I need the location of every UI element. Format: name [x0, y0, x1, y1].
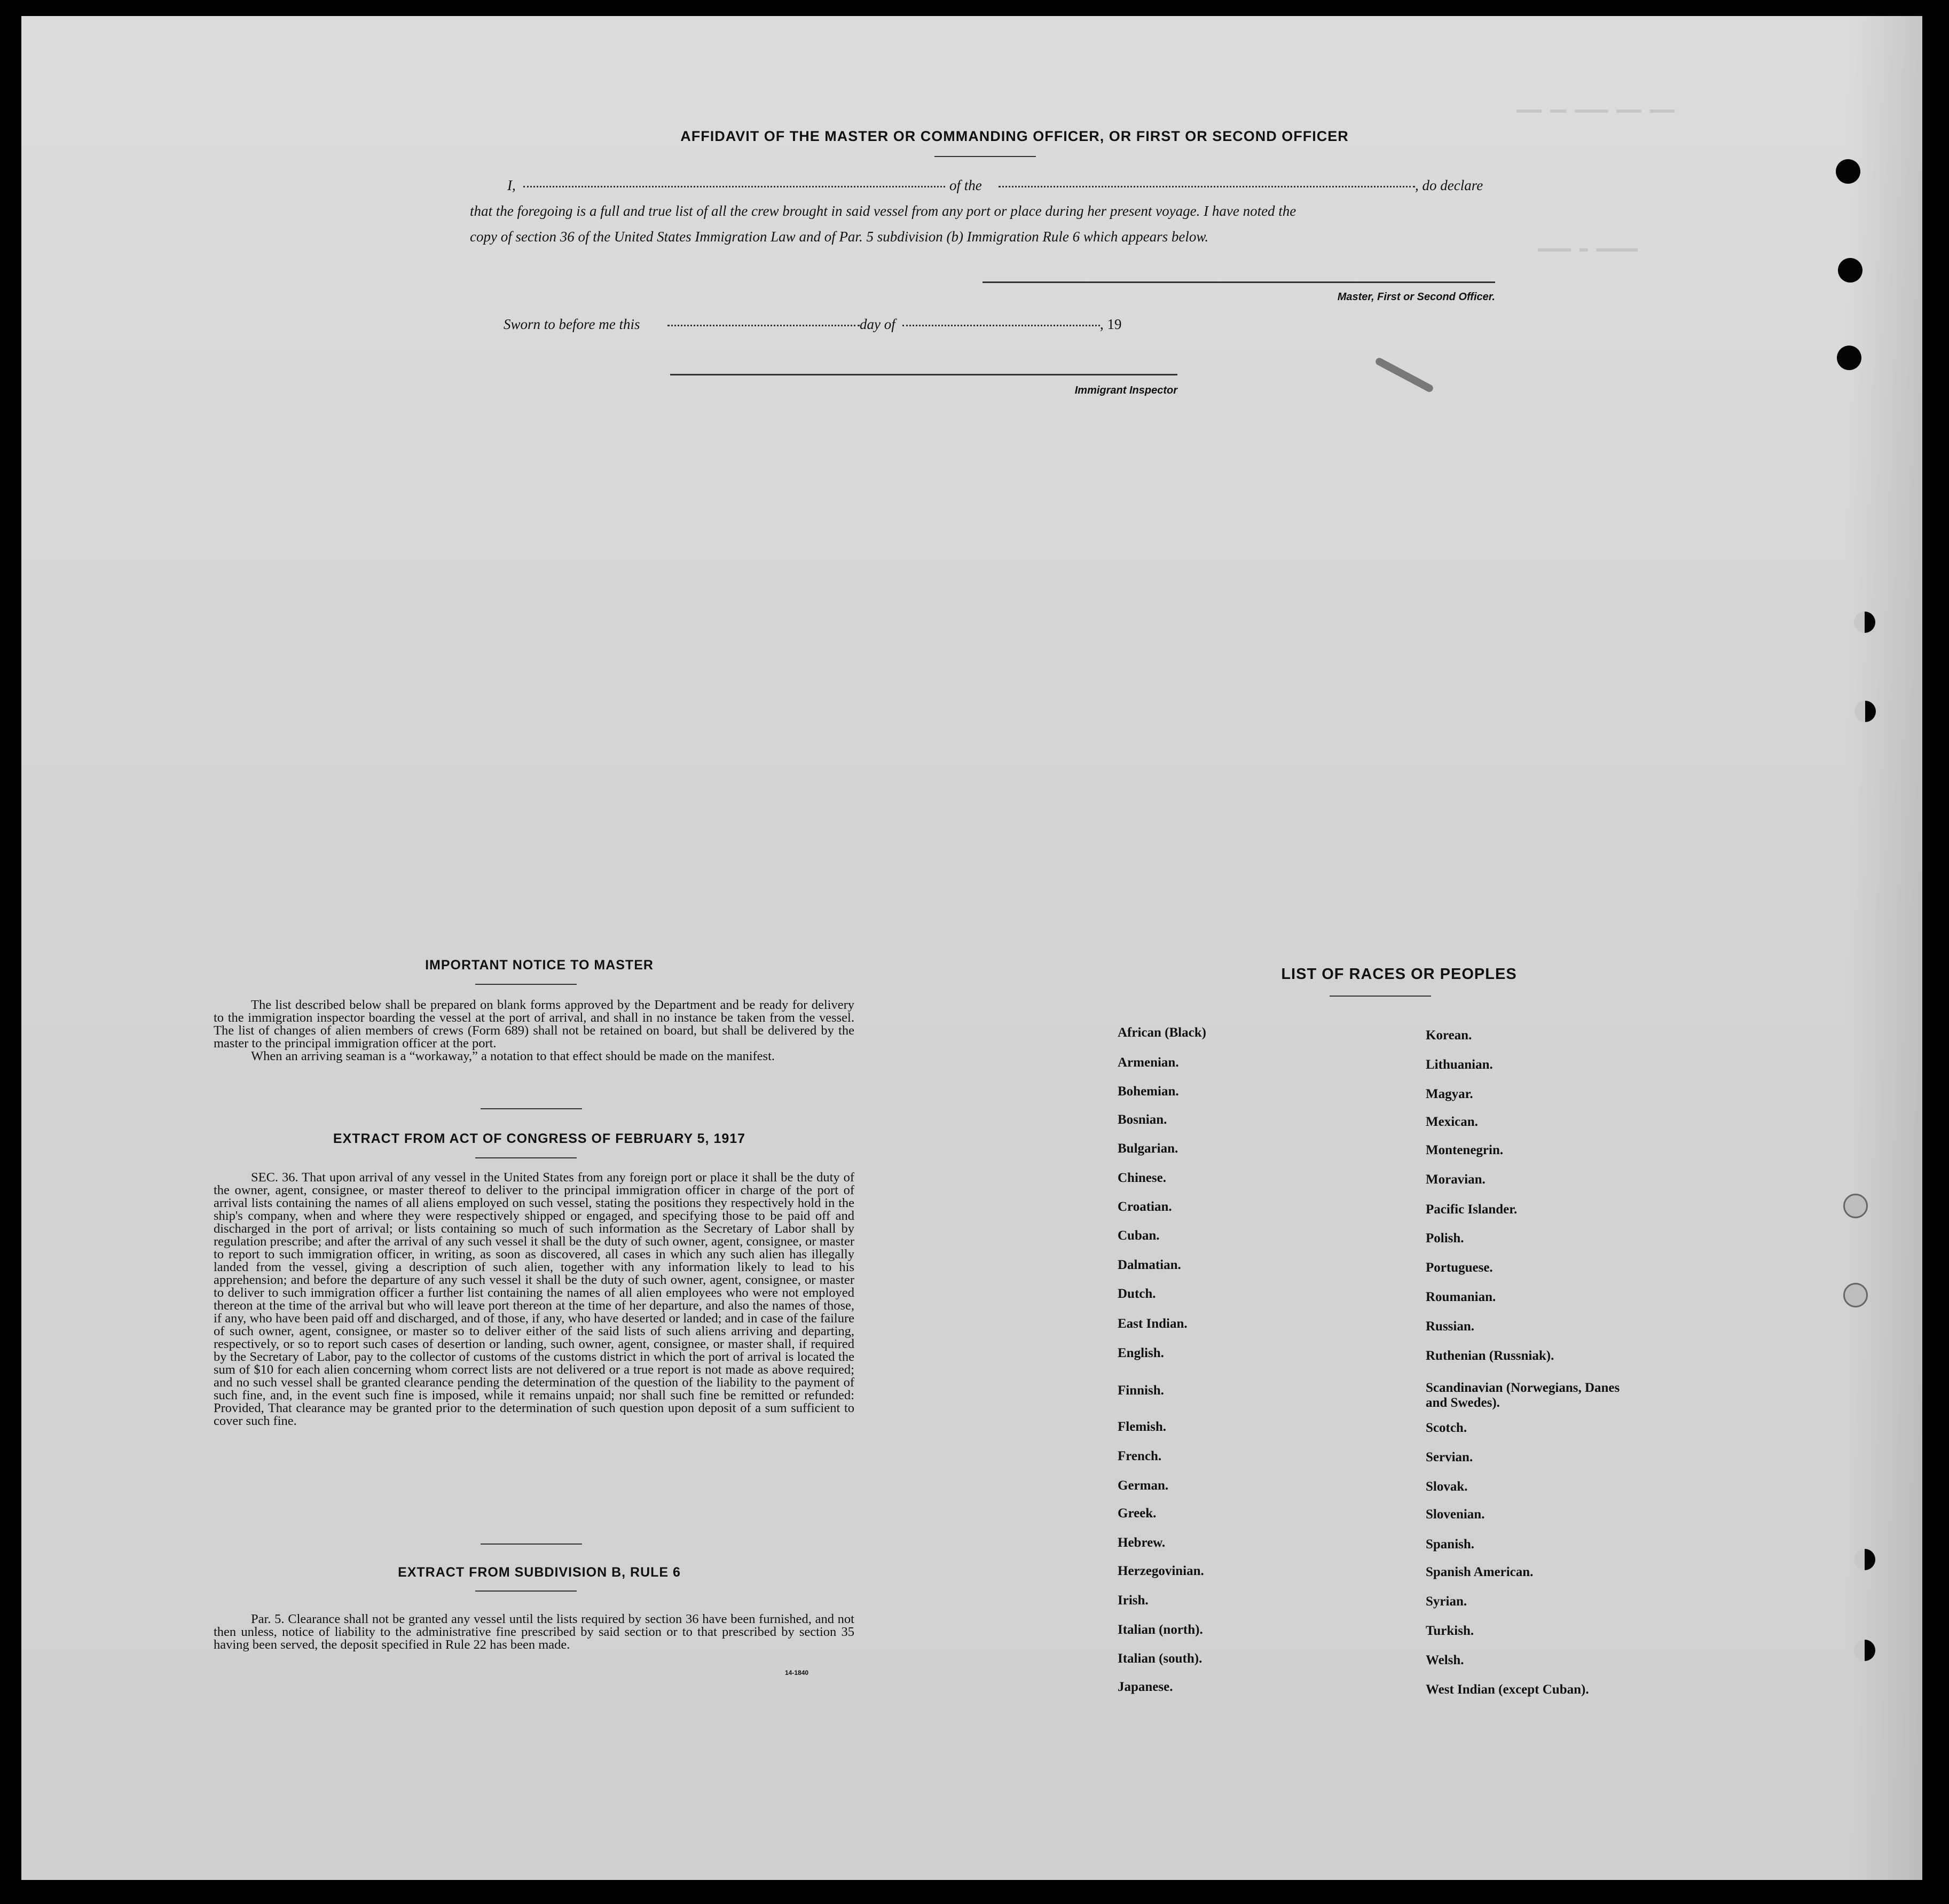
race-entry: Roumanian.	[1426, 1290, 1496, 1304]
race-entry: Turkish.	[1426, 1624, 1474, 1638]
divider	[1330, 996, 1431, 997]
sworn-day-field[interactable]	[667, 325, 860, 326]
inspector-label: Immigrant Inspector	[1074, 385, 1177, 396]
race-entry: Cuban.	[1118, 1228, 1160, 1243]
rule-paragraph: Par. 5. Clearance shall not be granted any vessel until the lists required by section 36 have been furnished, and not then unless, notice of liability to the administrative fine prescribed by said section or to that prescribed by section 35 having been served, the deposit specified in Rule 22 has been made.	[214, 1612, 854, 1652]
races-title: LIST OF RACES OR PEOPLES	[1281, 966, 1517, 983]
race-entry: Welsh.	[1426, 1653, 1464, 1667]
binder-hole	[1854, 1640, 1875, 1661]
race-entry: West Indian (except Cuban).	[1426, 1682, 1589, 1697]
race-entry: English.	[1118, 1346, 1164, 1360]
race-entry: Japanese.	[1118, 1680, 1173, 1694]
extract-rule-title: EXTRACT FROM SUBDIVISION B, RULE 6	[398, 1565, 681, 1580]
race-entry: Irish.	[1118, 1593, 1149, 1608]
race-entry: French.	[1118, 1449, 1162, 1463]
race-entry: Italian (north).	[1118, 1623, 1203, 1637]
race-entry: Servian.	[1426, 1450, 1473, 1464]
race-entry: Moravian.	[1426, 1172, 1486, 1187]
divider	[475, 1157, 577, 1158]
vessel-field[interactable]	[999, 186, 1415, 187]
race-entry: Hebrew.	[1118, 1535, 1166, 1550]
master-signature-label: Master, First or Second Officer.	[1337, 291, 1495, 303]
name-field[interactable]	[523, 186, 945, 187]
declaration-line-3: copy of section 36 of the United States Immigration Law and of Par. 5 subdivision (b) Immigration Rule 6 which appears below.	[470, 229, 1209, 245]
race-entry: Scotch.	[1426, 1421, 1467, 1435]
race-entry: Bohemian.	[1118, 1084, 1179, 1099]
bleed-through: ▬▬▬▬ ▬ ▬▬▬▬▬	[1538, 240, 1638, 256]
page-edge-shadow	[1848, 16, 1922, 1880]
divider	[934, 156, 1036, 157]
binder-hole	[1837, 346, 1861, 370]
race-entry: Dalmatian.	[1118, 1258, 1181, 1272]
binder-hole	[1854, 1549, 1875, 1570]
binder-hole	[1843, 1194, 1868, 1218]
form-number: 14-1840	[785, 1669, 809, 1676]
extract-act-title: EXTRACT FROM ACT OF CONGRESS OF FEBRUARY 5, 1917	[333, 1131, 746, 1146]
i-label: I,	[507, 177, 516, 193]
binder-hole	[1854, 701, 1876, 722]
race-entry: Bulgarian.	[1118, 1141, 1178, 1156]
race-entry: Slovenian.	[1426, 1507, 1485, 1522]
of-the-label: of the	[949, 177, 982, 193]
race-entry: Lithuanian.	[1426, 1057, 1493, 1072]
inspector-signature-line[interactable]	[670, 374, 1177, 375]
divider	[475, 984, 577, 985]
race-entry: Chinese.	[1118, 1171, 1166, 1185]
race-entry: Russian.	[1426, 1319, 1475, 1334]
divider	[481, 1108, 582, 1109]
notice-paragraph-1: The list described below shall be prepared on blank forms approved by the Department and be ready for delivery to the immigration inspector boarding the vessel at the port of arrival, and shall in no instance be taken from the vessel. The list of changes of alien members of crews (Form 689) shall not be retained on board, but shall be delivered by the master to the principal immigration officer at the port.	[214, 998, 854, 1051]
race-entry: Armenian.	[1118, 1055, 1179, 1070]
race-entry: Magyar.	[1426, 1087, 1473, 1101]
race-entry: Flemish.	[1118, 1420, 1166, 1434]
affidavit-title: AFFIDAVIT OF THE MASTER OR COMMANDING OFFICER, OR FIRST OR SECOND OFFICER	[680, 128, 1349, 144]
race-entry: Dutch.	[1118, 1287, 1156, 1301]
notice-paragraph-2: When an arriving seaman is a “workaway,” a notation to that effect should be made on the manifest.	[251, 1049, 775, 1063]
race-entry: Korean.	[1426, 1028, 1472, 1043]
race-entry: Herzegovinian.	[1118, 1564, 1204, 1578]
document-page	[21, 16, 1922, 1880]
ink-smudge	[1374, 357, 1435, 394]
race-entry: Finnish.	[1118, 1383, 1164, 1398]
race-entry: Portuguese.	[1426, 1260, 1493, 1275]
divider	[481, 1543, 582, 1545]
notice-text	[214, 999, 854, 1063]
race-entry: Mexican.	[1426, 1115, 1478, 1129]
binder-hole	[1838, 258, 1862, 283]
race-entry: German.	[1118, 1478, 1169, 1493]
binder-hole	[1836, 159, 1860, 184]
sworn-label: Sworn to before me this	[504, 316, 640, 332]
race-entry: Greek.	[1118, 1506, 1157, 1521]
race-entry: Polish.	[1426, 1231, 1464, 1245]
race-entry: Ruthenian (Russniak).	[1426, 1349, 1554, 1363]
section-36-paragraph: SEC. 36. That upon arrival of any vessel in the United States from any foreign port or place it shall be the duty of the owner, agent, consignee, or master thereof to deliver to the principal immigration officer in charge of the port of arrival lists containing the names of all aliens employed on such vessel, stating the positions they respectively hold in the ship's company, when and where they were respectively shipped or engaged, and specifying those to be paid off and discharged in the port of arrival; or lists containing so much of such information as the Secretary of Labor shall by regulation prescribe; and after the arrival of any such vessel it shall be the duty of such owner, agent, consignee, or master to report to such immigration officer, in writing, as soon as discovered, all cases in which any such alien has illegally landed from the vessel, giving a description of such alien, together with any information likely to lead to his apprehension; and before the departure of any such vessel it shall be the duty of such owner, agent, consignee, or master to deliver to such immigration officer a further list containing the names of all alien employees who were not employed thereon at the time of the arrival but who will leave port thereon at the time of her departure, and also the names of those, if any, who have been paid off and discharged, and of those, if any, who have deserted or landed; and in case of the failure of such owner, agent, consignee, or master so to deliver either of the said lists of such aliens arriving and departing, respectively, or so to report such cases of desertion or landing, such owner, agent, consignee, or master shall, if required by the Secretary of Labor, pay to the collector of customs of the customs district in which the port of arrival is located the sum of $10 for each alien concerning whom correct lists are not delivered or a true report is not made as above required; and no such vessel shall be granted clearance pending the determination of the question of the liability to the payment of such fine, and, in the event such fine is imposed, while it remains unpaid; nor shall such fine be remitted or refunded: Provided, That clearance may be granted prior to the determination of such question upon deposit of a sum sufficient to cover such fine.	[214, 1170, 854, 1428]
race-entry: Spanish American.	[1426, 1565, 1534, 1579]
divider	[475, 1590, 577, 1592]
race-entry: Spanish.	[1426, 1537, 1475, 1552]
extract-rule-text	[214, 1613, 854, 1651]
notice-title: IMPORTANT NOTICE TO MASTER	[425, 958, 654, 973]
year-label: , 19	[1100, 316, 1122, 332]
do-declare-label: , do declare	[1415, 177, 1483, 193]
race-entry: African (Black)	[1118, 1025, 1206, 1040]
race-entry: Syrian.	[1426, 1594, 1467, 1609]
sworn-month-field[interactable]	[902, 325, 1100, 326]
binder-hole	[1854, 612, 1875, 633]
race-entry: Montenegrin.	[1426, 1143, 1504, 1157]
race-entry: Slovak.	[1426, 1479, 1468, 1494]
binder-hole	[1843, 1283, 1868, 1307]
race-entry: Croatian.	[1118, 1200, 1172, 1214]
race-entry: Pacific Islander.	[1426, 1202, 1518, 1217]
race-entry: Italian (south).	[1118, 1651, 1203, 1666]
extract-act-text	[214, 1171, 854, 1428]
declaration-line-2: that the foregoing is a full and true list of all the crew brought in said vessel from any port or place during her present voyage. I have noted the	[470, 203, 1296, 219]
race-entry: East Indian.	[1118, 1317, 1188, 1331]
race-entry: Scandinavian (Norwegians, Danes and Swedes).	[1426, 1381, 1620, 1410]
master-signature-line[interactable]	[983, 281, 1495, 283]
bleed-through: ▬▬▬ ▬▬ ▬▬▬▬ ▬▬▬ ▬▬▬	[1516, 101, 1675, 117]
race-entry: Bosnian.	[1118, 1112, 1167, 1127]
day-of-label: day of	[860, 316, 895, 332]
